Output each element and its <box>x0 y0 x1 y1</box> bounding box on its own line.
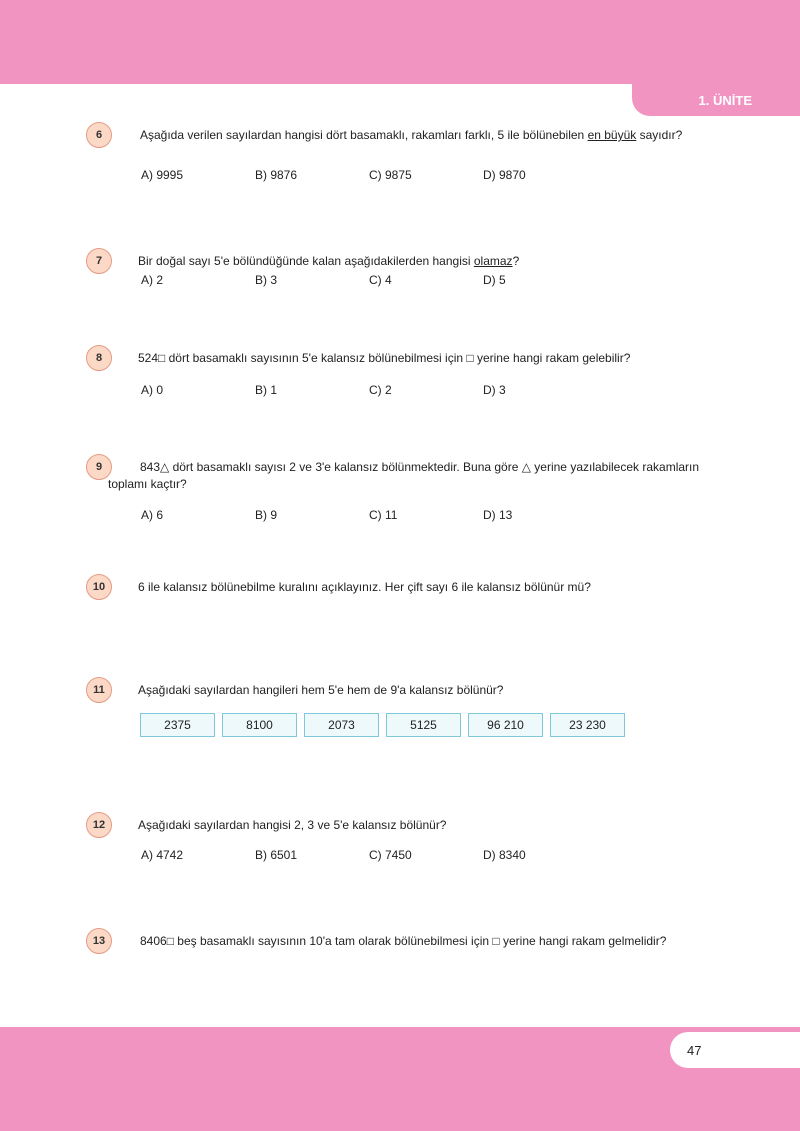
question-text: 6 ile kalansız bölünebilme kuralını açıklayınız. Her çift sayı 6 ile kalansız bölünür mü? <box>138 580 591 594</box>
question-text: 524□ dört basamaklı sayısının 5'e kalansız bölünebilmesi için □ yerine hangi rakam gelebilir? <box>138 351 631 365</box>
question-number-badge: 10 <box>86 574 112 600</box>
choice-b[interactable]: B) 9 <box>255 508 278 522</box>
choice-b[interactable]: B) 9876 <box>255 168 298 182</box>
question-number-badge: 8 <box>86 345 112 371</box>
question-number-badge: 11 <box>86 677 112 703</box>
emphasis-text: olamaz <box>473 254 513 268</box>
choice-c[interactable]: C) 9875 <box>369 168 412 182</box>
number-box[interactable]: 96 210 <box>468 713 543 737</box>
question-number-badge: 9 <box>86 454 112 480</box>
choice-a[interactable]: A) 6 <box>141 508 164 522</box>
question-text: Bir doğal sayı 5'e bölündüğünde kalan aşağıdakilerden hangisi olamaz? <box>138 254 520 268</box>
number-box[interactable]: 5125 <box>386 713 461 737</box>
choice-d[interactable]: D) 5 <box>483 273 506 287</box>
number-options <box>140 713 625 737</box>
number-box[interactable]: 8100 <box>222 713 297 737</box>
choice-a[interactable]: A) 0 <box>141 383 164 397</box>
emphasis-text: en büyük <box>587 128 637 142</box>
choice-c[interactable]: C) 4 <box>369 273 392 287</box>
number-box[interactable]: 2375 <box>140 713 215 737</box>
choice-c[interactable]: C) 2 <box>369 383 392 397</box>
question-number-badge: 6 <box>86 122 112 148</box>
number-box[interactable]: 2073 <box>304 713 379 737</box>
choice-c[interactable]: C) 7450 <box>369 848 412 862</box>
header-band <box>0 0 800 84</box>
choice-b[interactable]: B) 1 <box>255 383 278 397</box>
choice-a[interactable]: A) 4742 <box>141 848 184 862</box>
question-text: Aşağıdaki sayılardan hangisi 2, 3 ve 5'e kalansız bölünür? <box>138 818 447 832</box>
choice-b[interactable]: B) 6501 <box>255 848 298 862</box>
unit-label: 1. ÜNİTE <box>698 92 752 108</box>
question-text: 8406□ beş basamaklı sayısının 10'a tam olarak bölünebilmesi için □ yerine hangi rakam gelmelidir? <box>140 934 667 948</box>
choice-d[interactable]: D) 8340 <box>483 848 526 862</box>
question-number-badge: 12 <box>86 812 112 838</box>
choice-d[interactable]: D) 13 <box>483 508 513 522</box>
page-number: 47 <box>687 1042 702 1058</box>
choice-a[interactable]: A) 2 <box>141 273 164 287</box>
choice-b[interactable]: B) 3 <box>255 273 278 287</box>
question-text: Aşağıdaki sayılardan hangileri hem 5'e hem de 9'a kalansız bölünür? <box>138 683 504 697</box>
question-number-badge: 13 <box>86 928 112 954</box>
question-text: 843△ dört basamaklı sayısı 2 ve 3'e kalansız bölünmektedir. Buna göre △ yerine yazılabilecek rakamların toplamı kaçtır? <box>108 460 700 491</box>
choice-d[interactable]: D) 3 <box>483 383 506 397</box>
question-number-badge: 7 <box>86 248 112 274</box>
choice-d[interactable]: D) 9870 <box>483 168 526 182</box>
number-box[interactable]: 23 230 <box>550 713 625 737</box>
page-number-tab <box>670 1032 800 1068</box>
choice-a[interactable]: A) 9995 <box>141 168 184 182</box>
question-text: Aşağıda verilen sayılardan hangisi dört basamaklı, rakamları farklı, 5 ile bölünebilen en büyük sayıdır? <box>140 128 683 142</box>
unit-label-tab <box>632 84 800 116</box>
choice-c[interactable]: C) 11 <box>369 508 398 522</box>
